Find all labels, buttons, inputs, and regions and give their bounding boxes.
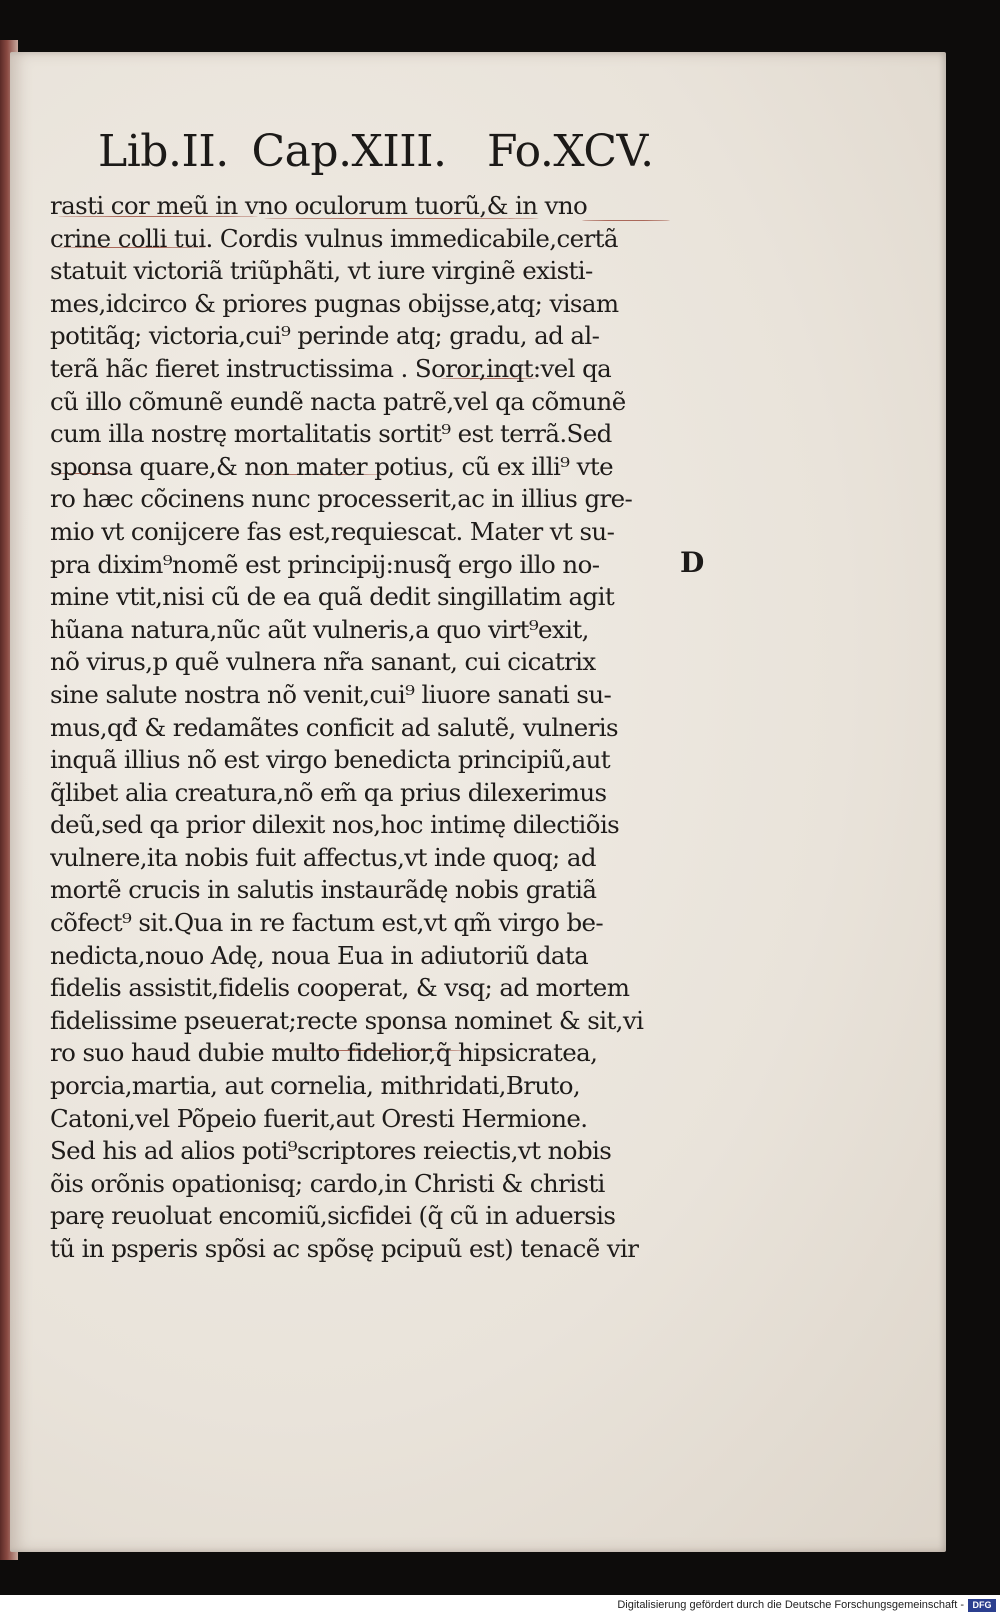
text-line: ro hæc cõcinens nunc processerit,ac in illius gre- — [50, 484, 633, 514]
text-line: õis orõnis opationisq; cardo,in Christi & christi — [50, 1168, 605, 1198]
footer-bar — [0, 1597, 1000, 1618]
text-line: sponsa quare,& non mater potius, cũ ex illi⁹ vte — [50, 451, 613, 481]
text-line: tũ in psperis spõsi ac spõsę pcipuũ est) tenacẽ vir — [50, 1234, 639, 1263]
text-line: vulnere,ita nobis fuit affectus,vt inde quoq; ad — [50, 842, 596, 872]
text-line: statuit victoriã triũphãti, vt iure virginẽ existi- — [50, 256, 593, 286]
text-line: mus,qđ & redamãtes conficit ad salutẽ, vulneris — [50, 712, 618, 742]
dfg-logo: DFG — [968, 1599, 996, 1612]
text-line: nõ virus,p quẽ vulnera nr̃a sanant, cui cicatrix — [50, 647, 596, 677]
text-line: inquã illius nõ est virgo benedicta principiũ,aut — [50, 745, 611, 775]
header-chapter-number: Cap.XIII. — [251, 126, 447, 177]
text-line: Catoni,vel Põpeio fuerit,aut Oresti Hermione. — [50, 1103, 588, 1133]
text-line: cõfect⁹ sit.Qua in re factum est,vt qm̃ virgo be- — [50, 908, 604, 938]
text-line: cũ illo cõmunẽ eundẽ nacta patrẽ,vel qa cõmunẽ — [50, 386, 626, 416]
text-line: parę reuoluat encomiũ,sicfidei (q̃ cũ in aduersis — [50, 1201, 616, 1231]
text-line: fidelissime pseuerat;recte sponsa nominet & sit,vi — [50, 1005, 644, 1035]
marginal-section-letter: D — [680, 546, 705, 579]
text-line: mortẽ crucis in salutis instaurãdę nobis gratiã — [50, 875, 597, 905]
text-line: hũana natura,nũc aũt vulneris,a quo virt⁹exit, — [50, 614, 589, 644]
header-book-number: Lib.II. — [98, 126, 229, 177]
running-header — [98, 126, 688, 177]
text-line: deũ,sed qa prior dilexit nos,hoc intimę dilectiõis — [50, 810, 620, 840]
text-line: crine colli tui. Cordis vulnus immedicabile,certã — [50, 223, 618, 253]
text-line: cum illa nostrę mortalitatis sortit⁹ est terrã.Sed — [50, 419, 612, 449]
text-line: mio vt conijcere fas est,requiescat. Mater vt su- — [50, 516, 615, 546]
text-line: pra dixim⁹nomẽ est principij:nusq̃ ergo illo no- — [50, 549, 600, 579]
header-folio-number: Fo.XCV. — [487, 126, 654, 177]
text-line: mine vtit,nisi cũ de ea quã dedit singillatim agit — [50, 582, 615, 612]
body-text — [50, 190, 690, 1266]
text-line: Sed his ad alios poti⁹scriptores reiectis,vt nobis — [50, 1136, 612, 1166]
text-line: terã hãc fieret instructissima . Soror,inqt:vel qa — [50, 353, 612, 383]
funding-credit: Digitalisierung gefördert durch die Deutsche Forschungsgemeinschaft - — [617, 1599, 964, 1611]
text-line: potitãq; victoria,cui⁹ perinde atq; gradu, ad al- — [50, 321, 600, 351]
text-line: mes,idcirco & priores pugnas obijsse,atq; visam — [50, 288, 619, 318]
text-line: sine salute nostra nõ venit,cui⁹ liuore sanati su- — [50, 679, 612, 709]
text-line: porcia,martia, aut cornelia, mithridati,Bruto, — [50, 1071, 581, 1101]
text-line: rasti cor meũ in vno oculorum tuorũ,& in vno — [50, 191, 588, 220]
text-line: fidelis assistit,fidelis cooperat, & vsq; ad mortem — [50, 973, 630, 1003]
text-line: q̃libet alia creatura,nõ em̃ qa prius dilexerimus — [50, 777, 607, 807]
text-line: nedicta,nouo Adę, noua Eua in adiutoriũ data — [50, 940, 589, 970]
text-line: ro suo haud dubie multo fidelior,q̃ hipsicratea, — [50, 1038, 598, 1068]
